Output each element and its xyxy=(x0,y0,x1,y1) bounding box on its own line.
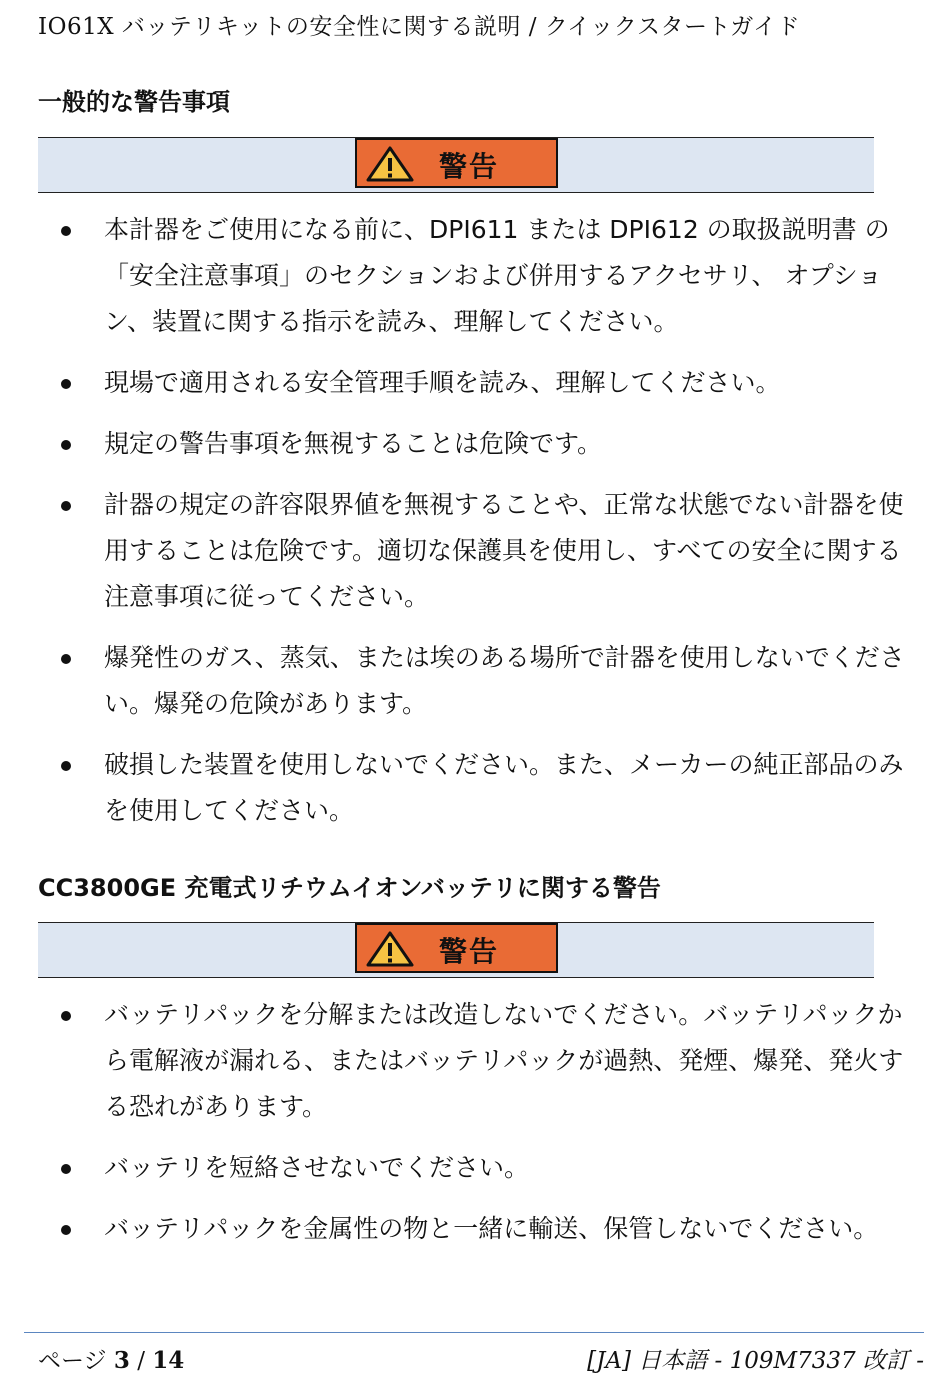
warning-triangle-icon xyxy=(365,930,415,968)
section-heading-battery-warnings: CC3800GE 充電式リチウムイオンバッテリに関する警告 xyxy=(38,874,661,902)
list-item: バッテリを短絡させないでください。 xyxy=(0,1145,950,1191)
page-current: 3 xyxy=(113,1347,130,1374)
warning-label: 警告 xyxy=(439,150,500,183)
warning-banner xyxy=(38,922,874,978)
warning-box xyxy=(355,923,558,973)
list-item: 現場で適用される安全管理手順を読み、理解してください。 xyxy=(0,360,950,406)
warning-banner xyxy=(38,137,874,193)
warning-label: 警告 xyxy=(439,935,500,968)
page-number xyxy=(38,1342,184,1375)
running-header: IO61X バッテリキットの安全性に関する説明 / クイックスタートガイド xyxy=(38,14,801,40)
footer-rule xyxy=(24,1332,924,1333)
page-separator: / xyxy=(137,1348,145,1374)
page-label: ページ xyxy=(38,1348,107,1374)
section-heading-general-warnings: 一般的な警告事項 xyxy=(38,88,230,116)
warning-triangle-icon xyxy=(365,145,415,183)
list-item: バッテリパックを金属性の物と一緒に輸送、保管しないでください。 xyxy=(0,1206,950,1252)
page-total: 14 xyxy=(152,1347,185,1374)
document-reference: [JA] 日本語 - 109M7337 改訂 - xyxy=(587,1348,924,1374)
list-item: 計器の規定の許容限界値を無視することや、正常な状態でない計器を使用することは危険です。適切な保護具を使用し、すべての安全に関する注意事項に従ってください。 xyxy=(0,482,950,620)
list-item: バッテリパックを分解または改造しないでください。バッテリパックから電解液が漏れる、またはバッテリパックが過熱、発煙、爆発、発火する恐れがあります。 xyxy=(0,992,950,1130)
battery-warning-list xyxy=(0,992,950,1267)
list-item: 本計器をご使用になる前に、DPI611 または DPI612 の取扱説明書 の「安全注意事項」のセクションおよび併用するアクセサリ、 オプション、装置に関する指示を読み、理解してください。 xyxy=(0,207,950,345)
warning-box xyxy=(355,138,558,188)
list-item: 規定の警告事項を無視することは危険です。 xyxy=(0,421,950,467)
general-warning-list xyxy=(0,207,950,849)
list-item: 破損した装置を使用しないでください。また、メーカーの純正部品のみを使用してください。 xyxy=(0,742,950,834)
list-item: 爆発性のガス、蒸気、または埃のある場所で計器を使用しないでください。爆発の危険があります。 xyxy=(0,635,950,727)
